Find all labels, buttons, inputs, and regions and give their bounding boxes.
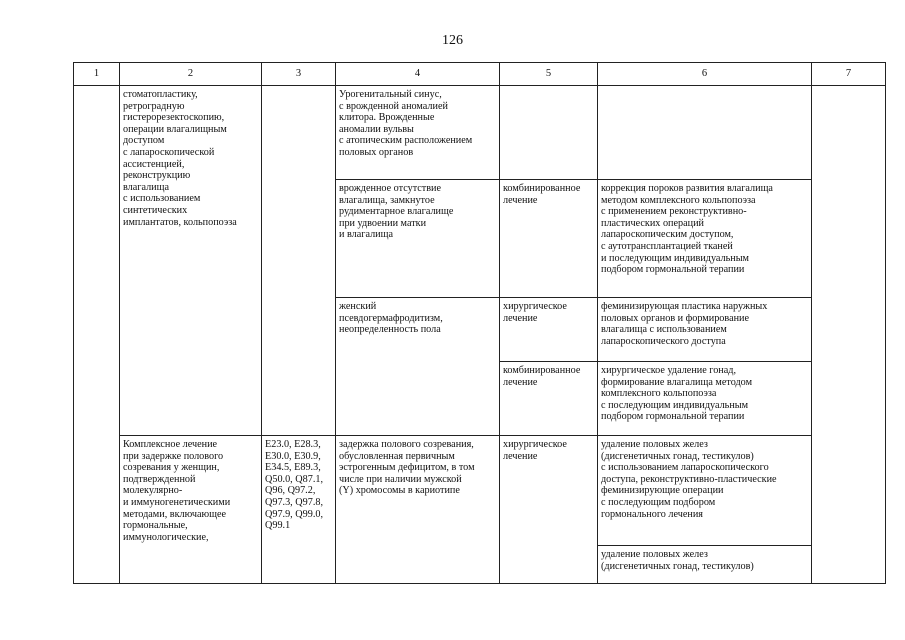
group1-row-a-treatment-type-cell (500, 86, 598, 180)
group2-row-b-method-cell: удаление половых желез (дисгенетичных гонад, тестикулов) (598, 546, 812, 584)
group1-row-b-diagnosis-cell: врожденное отсутствие влагалища, замкнутое рудиментарное влагалище при удвоении матки и влагалища (336, 180, 500, 298)
header-col-4: 4 (336, 63, 500, 86)
header-col-1: 1 (74, 63, 120, 86)
header-col-6: 6 (598, 63, 812, 86)
group1-row-c-method-cell: феминизирующая пластика наружных половых органов и формирование влагалища с использованием лапароскопического доступа (598, 298, 812, 362)
group2-treatment-type-cell: хирургическое лечение (500, 436, 598, 584)
header-col-5: 5 (500, 63, 598, 86)
group2-treatment-methods-cell: Комплексное лечение при задержке полового созревания у женщин, подтвержденной молекулярно- и иммуногенетическими методами, включающее гормональные, иммунологические, (120, 436, 262, 584)
group1-row-d-treatment-type-cell: комбинированное лечение (500, 362, 598, 436)
table-row (74, 86, 886, 180)
group1-icd-codes-cell (262, 86, 336, 436)
header-col-2: 2 (120, 63, 262, 86)
group1-col7-cell (812, 86, 886, 584)
page-number: 126 (442, 33, 463, 48)
group1-row-b-method-cell: коррекция пороков развития влагалища методом комплексного кольпопоэза с применением реконструктивно- пластических операций лапароскопическим доступом, с аутотрансплантацией тканей и последующим индивидуальным подбором гормональной терапии (598, 180, 812, 298)
group1-row-a-method-cell (598, 86, 812, 180)
table-header-row (74, 63, 886, 86)
header-col-3: 3 (262, 63, 336, 86)
medical-services-table (73, 62, 886, 584)
group1-row-c-diagnosis-cell: женский псевдогермафродитизм, неопределенность пола (336, 298, 500, 436)
table-row (74, 436, 886, 546)
group2-icd-codes-cell: E23.0, E28.3, E30.0, E30.9, E34.5, E89.3, Q50.0, Q87.1, Q96, Q97.2, Q97.3, Q97.8, Q97.9, Q99.0, Q99.1 (262, 436, 336, 584)
group2-row-a-method-cell: удаление половых желез (дисгенетичных гонад, тестикулов) с использованием лапароскопического доступа, реконструктивно-пластические феминизирующие операции с последующим подбором гормонального лечения (598, 436, 812, 546)
group1-row-a-diagnosis-cell: Урогенитальный синус, с врожденной аномалией клитора. Врожденные аномалии вульвы с атопическим расположением половых органов (336, 86, 500, 180)
group1-row-d-method-cell: хирургическое удаление гонад, формирование влагалища методом комплексного кольпопоэза с последующим индивидуальным подбором гормональной терапии (598, 362, 812, 436)
group1-row-b-treatment-type-cell: комбинированное лечение (500, 180, 598, 298)
header-col-7: 7 (812, 63, 886, 86)
group1-treatment-methods-cell: стоматопластику, ретроградную гистерорезектоскопию, операции влагалищным доступом с лапароскопической ассистенцией, реконструкцию влагалища с использованием синтетических имплантатов, кольпопоэза (120, 86, 262, 436)
group2-diagnosis-cell: задержка полового созревания, обусловленная первичным эстрогенным дефицитом, в том числе при наличии мужской (Y) хромосомы в кариотипе (336, 436, 500, 584)
group1-row-c-treatment-type-cell: хирургическое лечение (500, 298, 598, 362)
group1-col1-cell (74, 86, 120, 584)
